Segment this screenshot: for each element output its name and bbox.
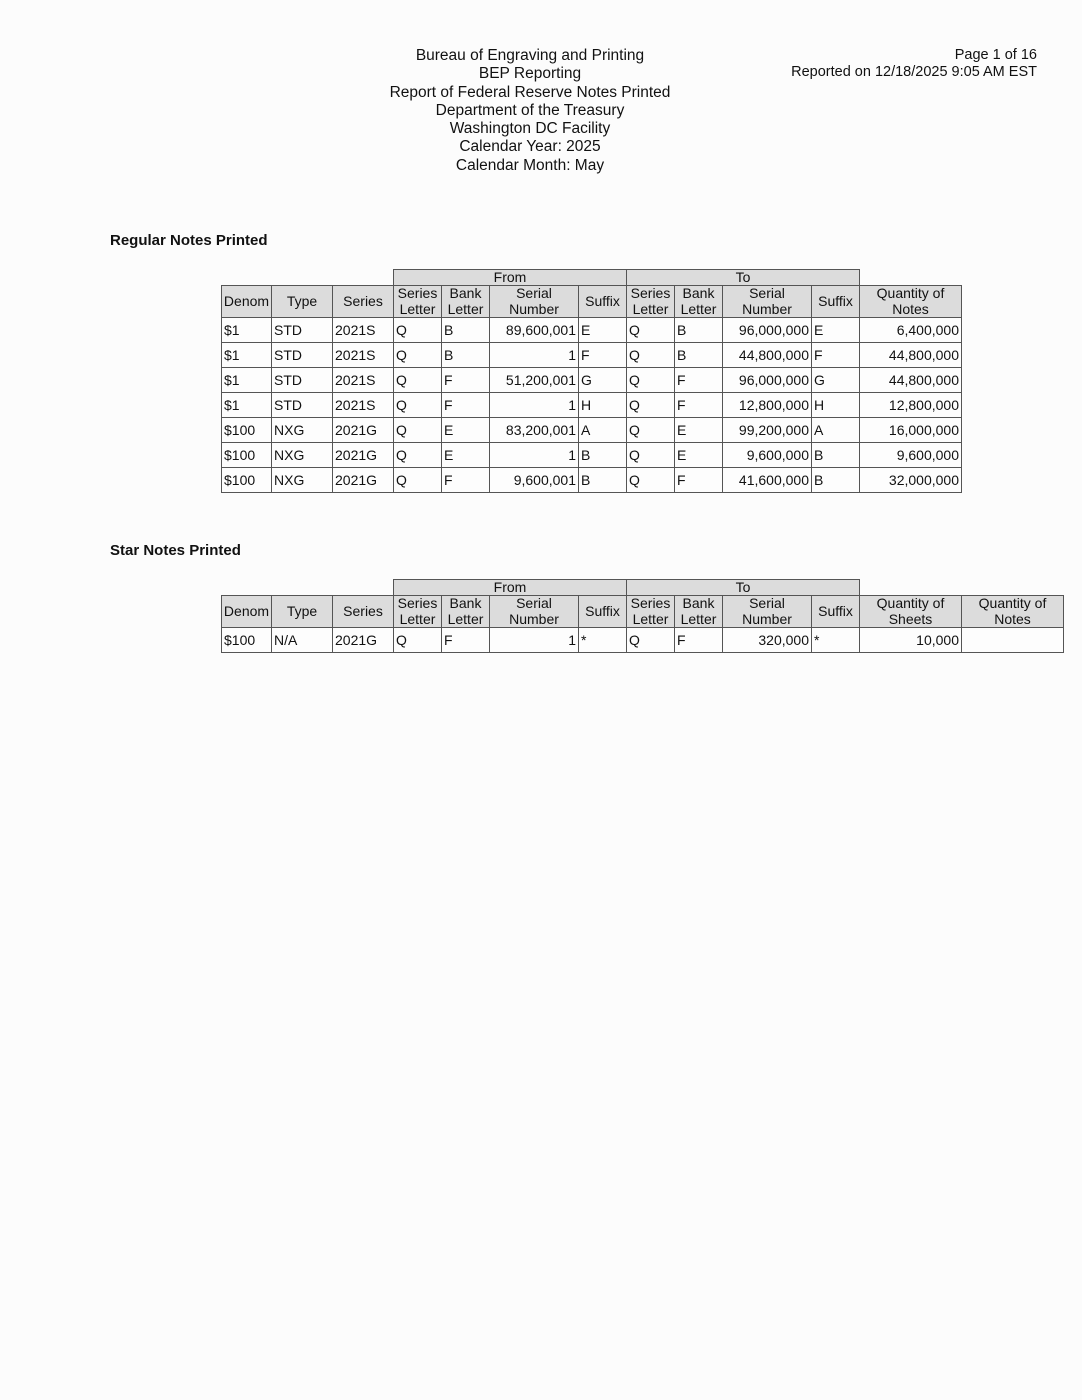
table-cell: Q (394, 393, 442, 418)
table-cell: N/A (272, 628, 333, 653)
table-cell: 2021G (333, 418, 394, 443)
col-from-bank-letter: Bank Letter (442, 596, 490, 628)
table-cell: 12,800,000 (723, 393, 812, 418)
table-cell: E (675, 443, 723, 468)
table-cell: 16,000,000 (860, 418, 962, 443)
table-cell: NXG (272, 418, 333, 443)
table-cell: 2021S (333, 343, 394, 368)
table-cell: 320,000 (723, 628, 812, 653)
table-cell: Q (394, 318, 442, 343)
group-header-from: From (394, 270, 627, 286)
star-notes-rows (222, 628, 1064, 653)
col-from-suffix: Suffix (579, 596, 627, 628)
header-line: Washington DC Facility (449, 120, 611, 138)
table-cell: Q (394, 468, 442, 493)
table-row (222, 418, 962, 443)
table-cell: 2021S (333, 393, 394, 418)
calendar-month: Calendar Month: May (455, 156, 605, 174)
table-row (222, 628, 1064, 653)
col-quantity-notes: Quantity of Notes (962, 596, 1064, 628)
table-cell: A (812, 418, 860, 443)
table-cell: 2021G (333, 468, 394, 493)
col-from-serial-number: Serial Number (490, 596, 579, 628)
reported-timestamp: Reported on 12/18/2025 9:05 AM EST (791, 63, 1037, 80)
table-cell: H (812, 393, 860, 418)
col-from-bank-letter: Bank Letter (442, 286, 490, 318)
table-cell: Q (394, 368, 442, 393)
table-cell: * (579, 628, 627, 653)
regular-notes-title: Regular Notes Printed (110, 232, 268, 249)
col-to-suffix: Suffix (812, 596, 860, 628)
col-quantity-sheets: Quantity of Sheets (860, 596, 962, 628)
table-row (222, 468, 962, 493)
table-cell: 9,600,000 (723, 443, 812, 468)
table-cell: 6,400,000 (860, 318, 962, 343)
table-cell: B (579, 468, 627, 493)
table-cell: E (675, 418, 723, 443)
table-row (222, 318, 962, 343)
star-notes-title: Star Notes Printed (110, 542, 241, 559)
table-cell: F (675, 468, 723, 493)
table-cell: E (442, 418, 490, 443)
table-cell: 89,600,001 (490, 318, 579, 343)
table-cell: B (442, 343, 490, 368)
table-cell: Q (394, 418, 442, 443)
group-header-to: To (627, 580, 860, 596)
table-cell: Q (627, 628, 675, 653)
table-cell: A (579, 418, 627, 443)
table-cell: 10,000 (860, 628, 962, 653)
col-quantity-notes: Quantity of Notes (860, 286, 962, 318)
table-cell: * (812, 628, 860, 653)
table-cell: 83,200,001 (490, 418, 579, 443)
table-cell: $100 (222, 418, 272, 443)
table-cell: F (675, 393, 723, 418)
report-header (330, 47, 730, 175)
table-cell: 9,600,001 (490, 468, 579, 493)
col-type: Type (272, 286, 333, 318)
table-cell: Q (394, 443, 442, 468)
group-header-from: From (394, 580, 627, 596)
col-from-suffix: Suffix (579, 286, 627, 318)
page-number: Page 1 of 16 (954, 47, 1037, 63)
page-info (791, 47, 1037, 80)
table-row (222, 368, 962, 393)
col-to-series-letter: Series Letter (627, 596, 675, 628)
table-cell: E (579, 318, 627, 343)
header-line: Department of the Treasury (435, 101, 625, 119)
regular-notes-table (221, 269, 962, 493)
col-to-suffix: Suffix (812, 286, 860, 318)
col-to-serial-number: Serial Number (723, 596, 812, 628)
table-cell: Q (627, 318, 675, 343)
table-cell: $1 (222, 318, 272, 343)
table-cell: STD (272, 343, 333, 368)
table-cell: B (579, 443, 627, 468)
col-from-series-letter: Series Letter (394, 286, 442, 318)
col-from-series-letter: Series Letter (394, 596, 442, 628)
table-cell: G (812, 368, 860, 393)
table-cell: B (675, 318, 723, 343)
table-cell: $100 (222, 628, 272, 653)
table-cell: Q (627, 343, 675, 368)
table-cell: Q (627, 393, 675, 418)
table-cell: 9,600,000 (860, 443, 962, 468)
table-cell: E (812, 318, 860, 343)
table-cell: 2021G (333, 628, 394, 653)
table-cell: 99,200,000 (723, 418, 812, 443)
table-row (222, 393, 962, 418)
table-cell: Q (627, 468, 675, 493)
table-cell: 1 (490, 443, 579, 468)
table-cell: 1 (490, 343, 579, 368)
table-cell: 44,800,000 (860, 343, 962, 368)
table-cell: 2021G (333, 443, 394, 468)
table-cell: Q (394, 343, 442, 368)
table-cell (962, 628, 1064, 653)
table-cell: 44,800,000 (723, 343, 812, 368)
table-cell: B (442, 318, 490, 343)
table-cell: 1 (490, 628, 579, 653)
table-cell: Q (627, 443, 675, 468)
calendar-year: Calendar Year: 2025 (459, 138, 601, 156)
table-cell: E (442, 443, 490, 468)
table-cell: 1 (490, 393, 579, 418)
table-cell: F (442, 393, 490, 418)
col-series: Series (333, 596, 394, 628)
table-cell: NXG (272, 468, 333, 493)
col-from-serial-number: Serial Number (490, 286, 579, 318)
group-header-to: To (627, 270, 860, 286)
table-cell: B (812, 468, 860, 493)
table-cell: STD (272, 368, 333, 393)
table-cell: Q (627, 368, 675, 393)
col-to-bank-letter: Bank Letter (675, 286, 723, 318)
table-cell: F (442, 468, 490, 493)
table-cell: F (675, 368, 723, 393)
table-cell: 2021S (333, 318, 394, 343)
star-notes-table (221, 579, 1064, 653)
header-line: BEP Reporting (478, 65, 582, 83)
col-series: Series (333, 286, 394, 318)
table-row (222, 443, 962, 468)
table-cell: NXG (272, 443, 333, 468)
table-cell: B (812, 443, 860, 468)
table-cell: STD (272, 318, 333, 343)
col-to-bank-letter: Bank Letter (675, 596, 723, 628)
col-denom: Denom (222, 596, 272, 628)
header-line: Bureau of Engraving and Printing (415, 47, 645, 64)
table-cell: H (579, 393, 627, 418)
table-cell: 51,200,001 (490, 368, 579, 393)
table-cell: F (442, 628, 490, 653)
table-cell: B (675, 343, 723, 368)
col-type: Type (272, 596, 333, 628)
table-cell: 44,800,000 (860, 368, 962, 393)
col-to-serial-number: Serial Number (723, 286, 812, 318)
report-title: Report of Federal Reserve Notes Printed (389, 83, 671, 101)
col-denom: Denom (222, 286, 272, 318)
table-cell: Q (394, 628, 442, 653)
table-cell: F (579, 343, 627, 368)
table-cell: 32,000,000 (860, 468, 962, 493)
table-cell: $100 (222, 443, 272, 468)
table-cell: $100 (222, 468, 272, 493)
table-cell: 2021S (333, 368, 394, 393)
table-cell: 96,000,000 (723, 318, 812, 343)
table-cell: 41,600,000 (723, 468, 812, 493)
regular-notes-rows (222, 318, 962, 493)
table-cell: F (675, 628, 723, 653)
table-cell: Q (627, 418, 675, 443)
table-cell: G (579, 368, 627, 393)
table-cell: $1 (222, 368, 272, 393)
table-cell: 12,800,000 (860, 393, 962, 418)
col-to-series-letter: Series Letter (627, 286, 675, 318)
table-cell: F (442, 368, 490, 393)
table-cell: $1 (222, 343, 272, 368)
table-row (222, 343, 962, 368)
table-cell: STD (272, 393, 333, 418)
table-cell: F (812, 343, 860, 368)
table-cell: 96,000,000 (723, 368, 812, 393)
table-cell: $1 (222, 393, 272, 418)
